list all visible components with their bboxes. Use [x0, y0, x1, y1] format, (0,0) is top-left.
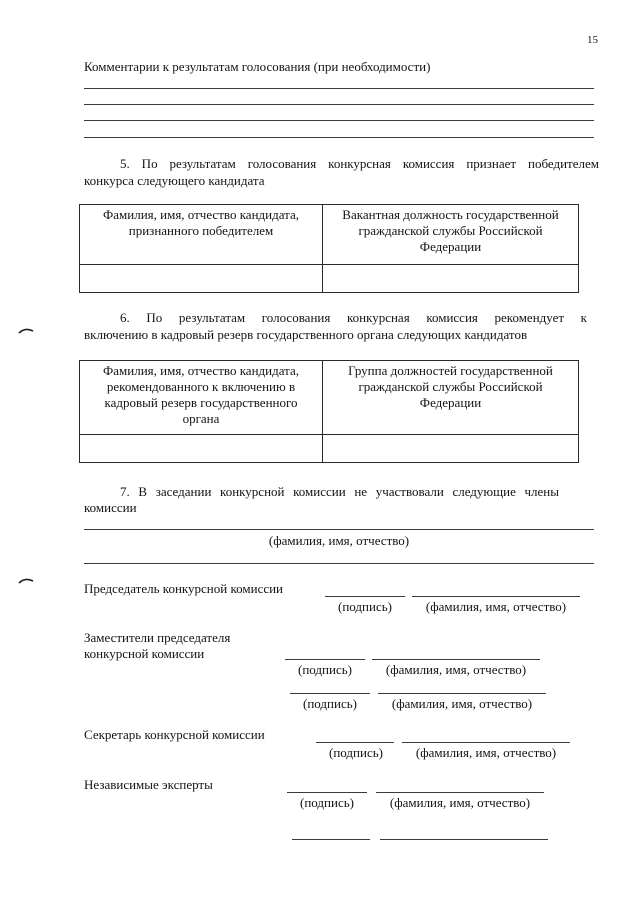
deputy2-name-caption: (фамилия, имя, отчество) — [391, 696, 533, 711]
reserve-table-cell-group — [323, 435, 579, 463]
deputy1-name-line — [372, 659, 540, 660]
expert1-signature-line — [287, 792, 367, 793]
section5-text-line1: 5. По результатам голосования конкурсная комиссия признает победителем — [120, 156, 599, 171]
absent-members-line-2 — [84, 563, 594, 564]
winner-table-cell-position — [323, 265, 579, 293]
winner-table-header-position: Вакантная должность государственной гражданской службы Российской Федерации — [323, 205, 579, 265]
comments-label: Комментарии к результатам голосования (при необходимости) — [84, 59, 431, 74]
deputy2-signature-line — [290, 693, 370, 694]
secretary-name-line — [402, 742, 570, 743]
section6-text-line2: включению в кадровый резерв государственного органа следующих кандидатов — [84, 327, 528, 342]
deputy2-name-line — [378, 693, 546, 694]
absent-members-line — [84, 529, 594, 530]
comments-line-3 — [84, 120, 594, 121]
reserve-table-header-name: Фамилия, имя, отчество кандидата, рекомендованного к включению в кадровый резерв государственного органа — [80, 361, 323, 435]
chairman-label: Председатель конкурсной комиссии — [84, 581, 284, 596]
secretary-label: Секретарь конкурсной комиссии — [84, 727, 265, 742]
absent-members-caption: (фамилия, имя, отчество) — [268, 533, 410, 548]
experts-label: Независимые эксперты — [84, 777, 213, 792]
expert2-signature-line — [292, 839, 370, 840]
page-number: 15 — [587, 34, 598, 46]
margin-mark — [18, 322, 34, 330]
comments-line-2 — [84, 104, 594, 105]
reserve-table — [79, 360, 579, 463]
reserve-table-header-group: Группа должностей государственной гражданской службы Российской Федерации — [323, 361, 579, 435]
section5-text-line2: конкурса следующего кандидата — [84, 173, 265, 188]
deputy1-signature-caption: (подпись) — [298, 662, 352, 677]
chairman-name-line — [412, 596, 580, 597]
deputy1-signature-line — [285, 659, 365, 660]
comments-line-4 — [84, 137, 594, 138]
winner-table-header-name: Фамилия, имя, отчество кандидата, признанного победителем — [80, 205, 323, 265]
reserve-table-cell-name — [80, 435, 323, 463]
expert1-name-caption: (фамилия, имя, отчество) — [389, 795, 531, 810]
section7-text-line1: 7. В заседании конкурсной комиссии не участвовали следующие члены — [120, 484, 559, 499]
margin-mark — [18, 572, 34, 580]
deputy1-name-caption: (фамилия, имя, отчество) — [385, 662, 527, 677]
deputy2-signature-caption: (подпись) — [303, 696, 357, 711]
chairman-signature-line — [325, 596, 405, 597]
winner-table — [79, 204, 579, 293]
secretary-name-caption: (фамилия, имя, отчество) — [415, 745, 557, 760]
section7-text-line2: комиссии — [84, 500, 137, 515]
comments-line-1 — [84, 88, 594, 89]
secretary-signature-caption: (подпись) — [329, 745, 383, 760]
deputies-label-line2: конкурсной комиссии — [84, 646, 205, 661]
secretary-signature-line — [316, 742, 394, 743]
chairman-name-caption: (фамилия, имя, отчество) — [425, 599, 567, 614]
expert1-name-line — [376, 792, 544, 793]
winner-table-cell-name — [80, 265, 323, 293]
chairman-signature-caption: (подпись) — [338, 599, 392, 614]
section6-text-line1: 6. По результатам голосования конкурсная комиссия рекомендует к — [120, 310, 587, 325]
expert1-signature-caption: (подпись) — [300, 795, 354, 810]
expert2-name-line — [380, 839, 548, 840]
deputies-label-line1: Заместители председателя — [84, 630, 231, 645]
